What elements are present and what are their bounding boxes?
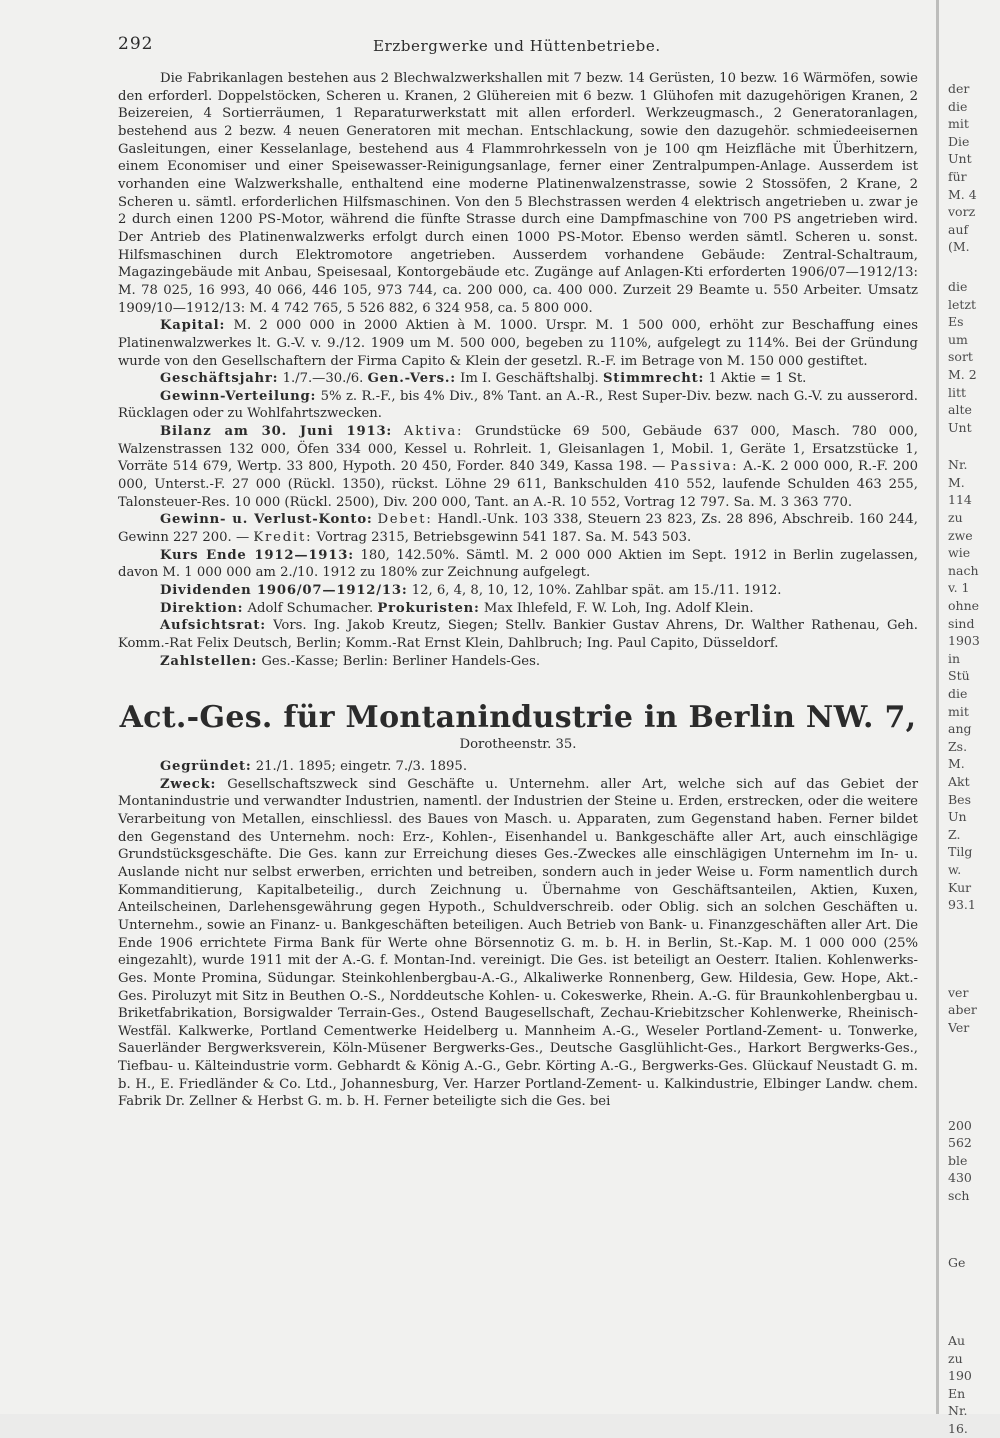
adjacent-fragment: Unt [948, 419, 972, 435]
adjacent-fragment: litt [948, 384, 967, 400]
adjacent-fragment: M. 4 [948, 186, 977, 202]
adjacent-fragment: 1903 [948, 633, 980, 649]
adjacent-fragment: um [948, 331, 968, 347]
company-address: Dorotheenstr. 35. [459, 737, 577, 753]
running-head: Erzbergwerke und Hüttenbetriebe. [373, 37, 661, 55]
adjacent-fragment: Bes [948, 791, 971, 807]
adjacent-fragment: 200 [948, 1117, 972, 1133]
adjacent-fragment: Au [948, 1333, 966, 1349]
dividenden-entry: Dividenden 1906/07—1912/13: 12, 6, 4, 8, 10, 12, 10%. Zahlbar spät. am 15./11. 1912. [160, 583, 782, 599]
adjacent-fragment: Nr. [948, 457, 968, 473]
adjacent-fragment: Unt [948, 151, 972, 167]
company-title: Act.-Ges. für Montanindustrie in Berlin NW. 7, [119, 700, 917, 736]
adjacent-fragment: der [948, 81, 970, 96]
adjacent-fragment: M. [948, 474, 965, 490]
adjacent-fragment: Un [948, 809, 967, 825]
gegruendet-entry: Gegründet: 21./1. 1895; eingetr. 7./3. 1895. [160, 758, 468, 774]
adjacent-fragment: 93.1 [948, 897, 976, 913]
adjacent-fragment: Es [948, 314, 964, 330]
adjacent-fragment: Zs. [948, 738, 968, 754]
adjacent-fragment: auf [948, 221, 969, 237]
geschaeftsjahr-entry: Geschäftsjahr: 1./7.—30./6. Gen.-Vers.: Im I. Geschäftshalbj. Stimmrecht: 1 Aktie = 1 St. [160, 371, 807, 387]
adjacent-fragment: 190 [948, 1368, 972, 1384]
guv-entry: Gewinn- u. Verlust-Konto: Debet: Handl.-Unk. 103 338, Steuern 23 823, Zs. 28 896, Abschreib. 160 244, Gewinn 227 200. — Kredit: Vortrag 2315, Betriebsgewinn 541 187. Sa. M. 543 503. [118, 512, 918, 546]
adjacent-fragment: letzt [948, 296, 977, 312]
adjacent-fragment: wie [948, 545, 971, 561]
page-header [118, 30, 918, 70]
adjacent-fragment: Die [948, 133, 970, 149]
adjacent-fragment: vorz [948, 204, 976, 220]
adjacent-fragment: alte [948, 402, 972, 418]
page-gutter [936, 0, 939, 1414]
kurs-entry: Kurs Ende 1912—1913: 180, 142.50%. Sämtl. M. 2 000 000 Aktien im Sept. 1912 in Berlin zugelassen, davon M. 1 000 000 am 2./10. 1912 zu 180% zur Zeichnung aufgelegt. [118, 547, 918, 581]
adjacent-fragment: zu [948, 1350, 963, 1366]
adjacent-fragment: sch [948, 1187, 970, 1203]
adjacent-fragment: ang [948, 721, 972, 737]
kapital-entry: Kapital: M. 2 000 000 in 2000 Aktien à M. 1000. Urspr. M. 1 500 000, erhöht zur Beschaffung eines Platinenwalzwerkes lt. G.-V. v. 9./12. 1909 um M. 500 000, begeben zu 110%, aufgelegt zu 114%. Bei der Gründung wurde von den Gesellschaftern der Firma Capito & Klein der gesetzl. R.-F. im Betrage von M. 150 000 gestiftet. [118, 318, 918, 369]
adjacent-fragment: Ver [948, 1019, 970, 1035]
adjacent-fragment: 16. [948, 1421, 968, 1437]
adjacent-fragment: aber [948, 1002, 977, 1018]
adjacent-fragment: die [948, 278, 968, 294]
adjacent-fragment: die [948, 686, 968, 701]
adjacent-fragment: zu [948, 510, 963, 526]
adjacent-fragment: Ge [948, 1255, 966, 1271]
adjacent-fragment: sind [948, 615, 975, 631]
adjacent-fragment: mit [948, 116, 969, 132]
adjacent-fragment: ver [948, 984, 969, 1000]
adjacent-fragment: (M. [948, 239, 970, 255]
adjacent-fragment: ohne [948, 598, 980, 614]
adjacent-fragment: sort [948, 349, 973, 365]
gewinnverteilung-entry: Gewinn-Verteilung: 5% z. R.-F., bis 4% Div., 8% Tant. an A.-R., Rest Super-Div. bezw. nach G.-V. zu ausserord. Rücklagen oder zu Wohlfahrtszwecken. [118, 388, 918, 422]
adjacent-fragment: v. 1 [948, 580, 970, 596]
adjacent-fragment: w. [948, 861, 962, 877]
adjacent-fragment: ble [948, 1152, 968, 1168]
main-column [118, 30, 918, 1111]
zweck-entry: Zweck: Gesellschaftszweck sind Geschäfte u. Unternehm. aller Art, welche sich auf das Gebiet der Montanindustrie und verwandter Industrien, namentl. der Industrien der Steine u. Erden, erstrecken, oder die weitere Verarbeitung von Metallen, einschliessl. des Baues von Masch. u. Apparaten, zum Gegenstand haben. Ferner bildet den Gegenstand des Unternehm. noch: Erz-, Kohlen-, Eisenhandel u. Bankgeschäfte aller Art, auch einschlägige Grundstücksgeschäfte. Die Ges. kann zur Erreichung dieses Ges.-Zweckes alle einschlägigen Unternehm im In- u. Auslande nicht nur selbst erwerben, errichten und betreiben, sondern auch in jeder Weise u. Form namentlich durch Kommanditierung, Kapitalbeteilig., durch Zeichnung u. Übernahme von Geschäftsanteilen, Aktien, Kuxen, Anteilscheinen, Darlehensgewährung gegen Hypoth., Schuldverschreib. oder Oblig. sich an solchen Geschäften u. Unternehm., sowie an Finanz- u. Bankgeschäften beteiligen. Auch Betrieb von Bank- u. Finanzgeschäften aller Art. Die Ende 1906 errichtete Firma Bank für Werte ohne Börsennotiz G. m. b. H. in Berlin, St.-Kap. M. 1 000 000 (25% eingezahlt), wurde 1911 mit der A.-G. f. Montan-Ind. vereinigt. Die Ges. ist beteiligt an Oesterr. Italien. Kohlenwerks-Ges. Monte Promina, Südungar. Steinkohlenbergbau-A.-G., Alkaliwerke Ronnenberg, Gew. Hildesia, Gew. Hope, Akt.-Ges. Piroluzyt mit Sitz in Beuthen O.-S., Norddeutsche Kohlen- u. Cokeswerke, Rhein. A.-G. für Braunkohlenbergbau u. Briketfabrikation, Borsigwalder Terrain-Ges., Ostend Baugesellschaft, Zechau-Kriebitzscher Kohlenwerke, Rheinisch-Westfäl. Kalkwerke, Portland Cementwerke Heidelberg u. Mannheim A.-G., Weseler Portland-Zement- u. Tonwerke, Sauerländer Bergwerksverein, Köln-Müsener Bergwerks-Ges., Deutsche Gasglühlicht-Ges., Harkort Bergwerks-Ges., Tiefbau- u. Kälteindustrie vorm. Gebhardt & König A.-G., Gebr. Körting A.-G., Bergwerks-Ges. Glückauf Neustadt G. m. b. H., E. Friedländer & Co. Ltd., Johannesburg, Ver. Harzer Portland-Zement- u. Kalkindustrie, Elbinger Landw. chem. Fabrik Dr. Zellner & Herbst G. m. b. H. Ferner beteiligte sich die Ges. bei [118, 776, 918, 1110]
adjacent-fragment: nach [948, 562, 979, 578]
adjacent-fragment: Nr. [948, 1403, 968, 1419]
adjacent-fragment: En [948, 1385, 966, 1401]
adjacent-fragment: in [948, 650, 961, 666]
direktion-entry: Direktion: Adolf Schumacher. Prokuristen: Max Ihlefeld, F. W. Loh, Ing. Adolf Klein. [160, 600, 754, 616]
adjacent-fragment: Z. [948, 826, 961, 842]
adjacent-fragment: M. 2 [948, 366, 977, 382]
adjacent-fragment: M. [948, 756, 965, 772]
adjacent-fragment: zwe [948, 527, 973, 543]
adjacent-fragment: Stü [948, 668, 970, 684]
adjacent-fragment: Kur [948, 879, 972, 895]
adjacent-fragment: 562 [948, 1135, 972, 1151]
adjacent-fragment: für [948, 168, 967, 184]
page-number: 292 [118, 34, 154, 54]
adjacent-fragment: mit [948, 703, 969, 719]
zahlstellen-entry: Zahlstellen: Ges.-Kasse; Berlin: Berliner Handels-Ges. [160, 653, 541, 669]
adjacent-fragment: Tilg [948, 844, 973, 860]
adjacent-page-fragments [948, 80, 1000, 1438]
bilanz-entry: Bilanz am 30. Juni 1913: Aktiva: Grundstücke 69 500, Gebäude 637 000, Masch. 780 000, Walzenstrassen 132 000, Öfen 334 000, Kessel u. Rohrleit. 1, Gleisanlagen 1, Mobil. 1, Geräte 1, Ersatzstücke 1, Vorräte 514 679, Wertp. 33 800, Hypoth. 20 450, Forder. 840 349, Kassa 198. — Passiva: A.-K. 2 000 000, R.-F. 200 000, Unterst.-F. 27 000 (Rückl. 1350), rückst. Löhne 29 611, Bankschulden 410 552, laufende Schulden 463 255, Talonsteuer-Res. 10 000 (Rückl. 2500), Div. 200 000, Tant. an A.-R. 10 552, Vortrag 12 797. Sa. M. 3 363 770. [118, 424, 918, 510]
adjacent-fragment: 430 [948, 1170, 972, 1186]
adjacent-fragment: Akt [948, 773, 970, 789]
aufsichtsrat-entry: Aufsichtsrat: Vors. Ing. Jakob Kreutz, Siegen; Stellv. Bankier Gustav Ahrens, Dr. Walther Rathenau, Geh. Komm.-Rat Felix Deutsch, Berlin; Komm.-Rat Ernst Klein, Dahlbruch; Ing. Paul Capito, Düsseldorf. [118, 618, 918, 651]
adjacent-fragment: 114 [948, 492, 972, 508]
plant-description: Die Fabrikanlagen bestehen aus 2 Blechwalzwerkshallen mit 7 bezw. 14 Gerüsten, 10 bezw. 16 Wärmöfen, sowie den erforderl. Doppelstöcken, Scheren u. Kranen, 2 Glühereien mit 6 bezw. 1 Glühofen mit dazugehörigen Kranen, 2 Beizereien, 4 Sortierräumen, 1 Reparaturwerkstatt mit allen erforderl. Werkzeugmasch., 2 Generatoranlagen, bestehend aus 2 bezw. 4 neuen Generatoren mit mechan. Entschlackung, sowie den dazugehör. schmiedeeisernen Gasleitungen, einer Kesselanlage, bestehend aus 4 Flammrohrkesseln von je 100 qm Heizfläche mit Überhitzern, einem Economiser und einer Speisewasser-Reinigungsanlage, ferner einer Zentralpumpen-Anlage. Ausserdem ist vorhanden eine Walzwerkshalle, enthaltend eine moderne Platinenwalzenstrasse, sowie 2 Stossöfen, 2 Krane, 2 Scheren u. sämtl. erforderlichen Hilfsmaschinen. Von den 5 Blechstrassen werden 4 elektrisch angetrieben u. zwar je 2 durch einen 1200 PS-Motor, während die fünfte Strasse durch eine Dampfmaschine von 700 PS angetrieben wird. Der Antrieb des Platinenwalzwerks erfolgt durch einen 1000 PS-Motor. Ebenso werden sämtl. Scheren u. sonst. Hilfsmaschinen durch Elektromotore angetrieben. Ausserdem vorhandene Gebäude: Zentral-Schaltraum, Magazingebäude mit Anbau, Speisesaal, Kontorgebäude etc. Zugänge auf Anlagen-Kti erforderten 1906/07—1912/13: M. 78 025, 16 993, 40 066, 446 105, 973 744, ca. 200 000, ca. 400 000. Zurzeit 29 Beamte u. 550 Arbeiter. Umsatz 1909/10—1912/13: M. 4 742 765, 5 526 882, 6 324 958, ca. 5 800 000. [118, 71, 918, 316]
adjacent-fragment: die [948, 98, 968, 114]
